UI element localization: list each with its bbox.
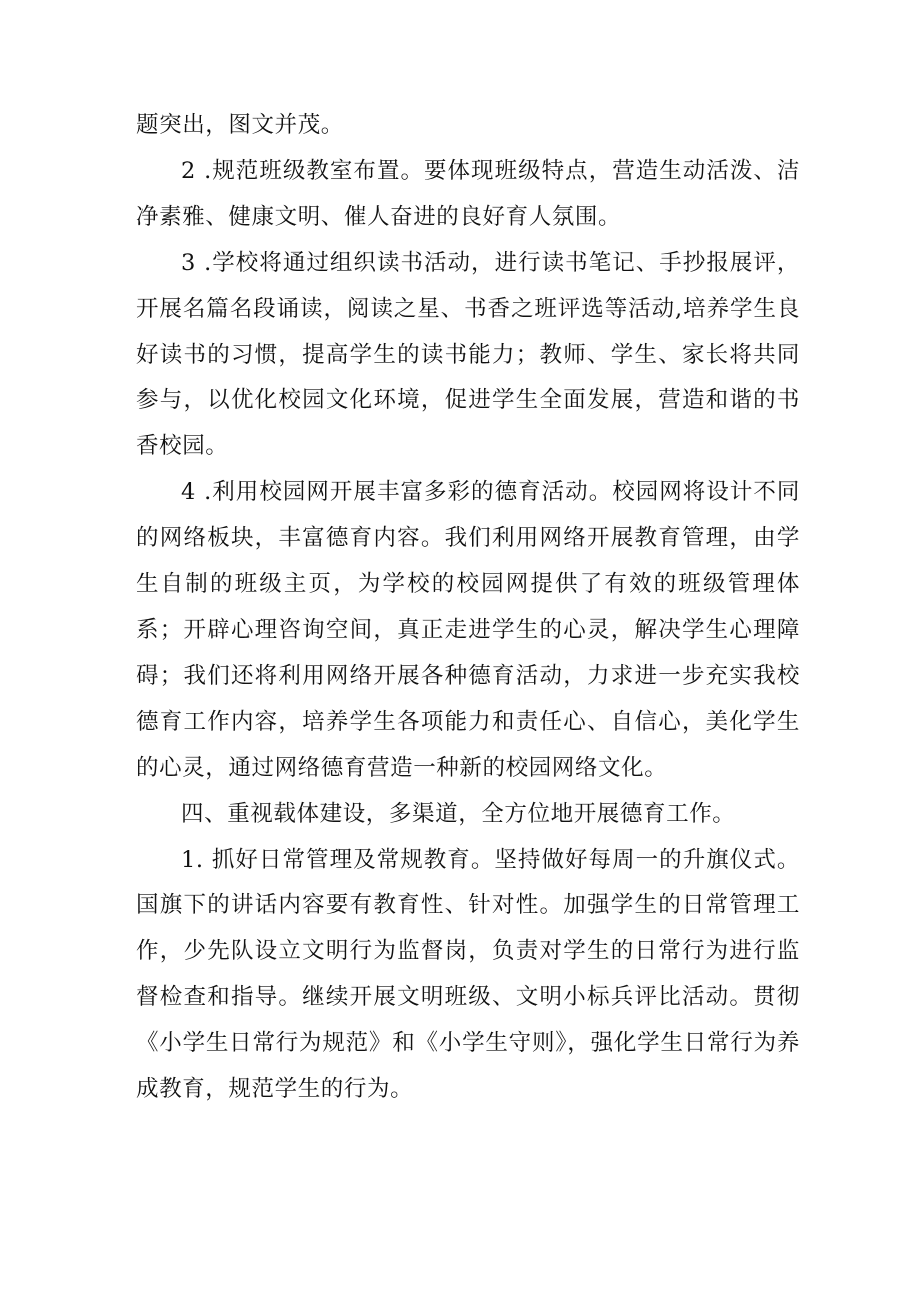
section-heading-four: 四、重视载体建设，多渠道，全方位地开展德育工作。 <box>181 800 736 827</box>
document-body <box>136 103 800 1113</box>
paragraph-reading-activities: 3 .学校将通过组织读书活动，进行读书笔记、手抄报展评，开展名篇名段诵读，阅读之星、书香之班评选等活动,培养学生良好读书的习惯，提高学生的读书能力；教师、学生、家长将共同参与，以优化校园文化环境，促进学生全面发展，营造和谐的书香校园。 <box>136 249 800 460</box>
paragraph-daily-management: 1. 抓好日常管理及常规教育。坚持做好每周一的升旗仪式。国旗下的讲话内容要有教育性、针对性。加强学生的日常管理工作，少先队设立文明行为监督岗，负责对学生的日常行为进行监督检查和指导。继续开展文明班级、文明小标兵评比活动。贯彻《小学生日常行为规范》和《小学生守则》，强化学生日常行为养成教育，规范学生的行为。 <box>136 846 800 1103</box>
paragraph-classroom-layout: 2 .规范班级教室布置。要体现班级特点，营造生动活泼、洁净素雅、健康文明、催人奋进的良好育人氛围。 <box>136 157 800 230</box>
paragraph-campus-network: 4 .利用校园网开展丰富多彩的德育活动。校园网将设计不同的网络板块，丰富德育内容。我们利用网络开展教育管理，由学生自制的班级主页，为学校的校园网提供了有效的班级管理体系；开辟心理咨询空间，真正走进学生的心灵，解决学生心理障碍；我们还将利用网络开展各种德育活动，力求进一步充实我校德育工作内容，培养学生各项能力和责任心、自信心，美化学生的心灵，通过网络德育营造一种新的校园网络文化。 <box>136 479 800 781</box>
paragraph-continuation: 题突出，图文并茂。 <box>136 112 344 138</box>
